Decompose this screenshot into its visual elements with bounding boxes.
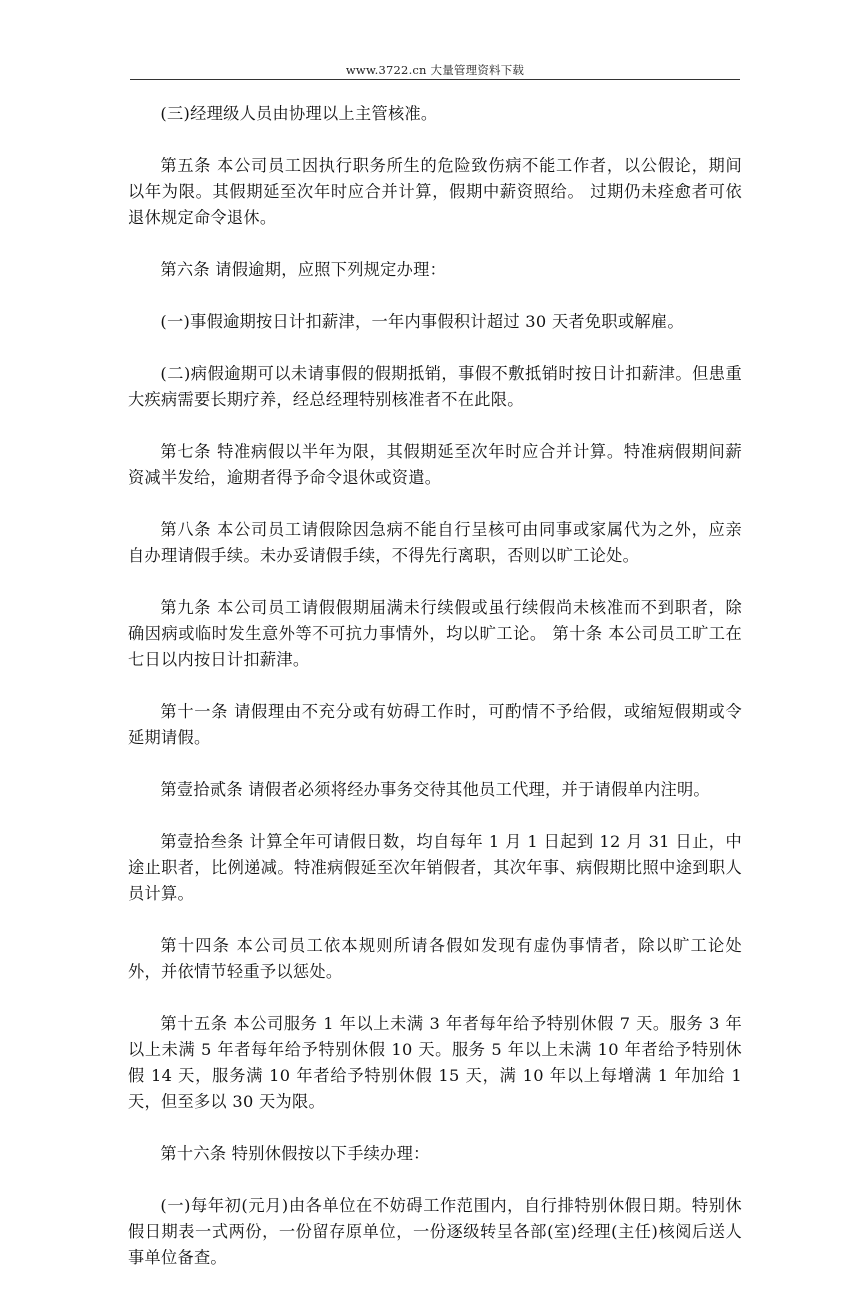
header-divider (130, 79, 740, 80)
paragraph: 第十四条 本公司员工依本规则所请各假如发现有虚伪事情者，除以旷工论处外，并依情节轻重予以惩处。 (128, 936, 742, 981)
paragraph: 第壹拾叁条 计算全年可请假日数，均自每年 1 月 1 日起到 12 月 31 日止，中途止职者，比例递减。特准病假延至次年销假者，其次年事、病假期比照中途到职人员计算。 (128, 832, 742, 903)
paragraph: (一)每年初(元月)由各单位在不妨碍工作范围内，自行排特别休假日期。特别休假日期表一式两份，一份留存原单位，一份逐级转呈各部(室)经理(主任)核阅后送人事单位备查。 (128, 1196, 742, 1267)
paragraph: 第七条 特准病假以半年为限，其假期延至次年时应合并计算。特准病假期间薪资减半发给，逾期者得予命令退休或资遣。 (128, 442, 742, 487)
page-header: www.3722.cn 大量管理资料下载 (345, 63, 525, 77)
paragraph: 第八条 本公司员工请假除因急病不能自行呈核可由同事或家属代为之外，应亲自办理请假手续。未办妥请假手续，不得先行离职，否则以旷工论处。 (128, 520, 742, 565)
paragraph: 第六条 请假逾期，应照下列规定办理： (160, 260, 447, 279)
paragraph: (三)经理级人员由协理以上主管核准。 (160, 104, 438, 123)
paragraph: (二)病假逾期可以未请事假的假期抵销，事假不敷抵销时按日计扣薪津。但患重大疾病需要长期疗养，经总经理特别核准者不在此限。 (128, 364, 742, 409)
paragraph: 第十一条 请假理由不充分或有妨碍工作时，可酌情不予给假，或缩短假期或令延期请假。 (128, 702, 742, 747)
paragraph: 第十五条 本公司服务 1 年以上未满 3 年者每年给予特别休假 7 天。服务 3 年以上未满 5 年者每年给予特别休假 10 天。服务 5 年以上未满 10 年者给予特别休假 14 天，服务满 10 年者给予特别休假 15 天，满 10 年以上每增满 1 年加给 1 天，但至多以 30 天为限。 (128, 1014, 742, 1111)
document-body (128, 101, 742, 1297)
paragraph: 第五条 本公司员工因执行职务所生的危险致伤病不能工作者，以公假论，期间以年为限。其假期延至次年时应合并计算，假期中薪资照给。 过期仍未痊愈者可依退休规定命令退休。 (128, 156, 742, 227)
paragraph: 第壹拾贰条 请假者必须将经办事务交待其他员工代理，并于请假单内注明。 (160, 780, 710, 799)
paragraph: 第十六条 特别休假按以下手续办理： (160, 1144, 430, 1163)
paragraph: 第九条 本公司员工请假假期届满未行续假或虽行续假尚未核准而不到职者，除确因病或临时发生意外等不可抗力事情外，均以旷工论。 第十条 本公司员工旷工在七日以内按日计扣薪津。 (128, 598, 742, 669)
paragraph: (一)事假逾期按日计扣薪津，一年内事假积计超过 30 天者免职或解雇。 (160, 312, 684, 331)
